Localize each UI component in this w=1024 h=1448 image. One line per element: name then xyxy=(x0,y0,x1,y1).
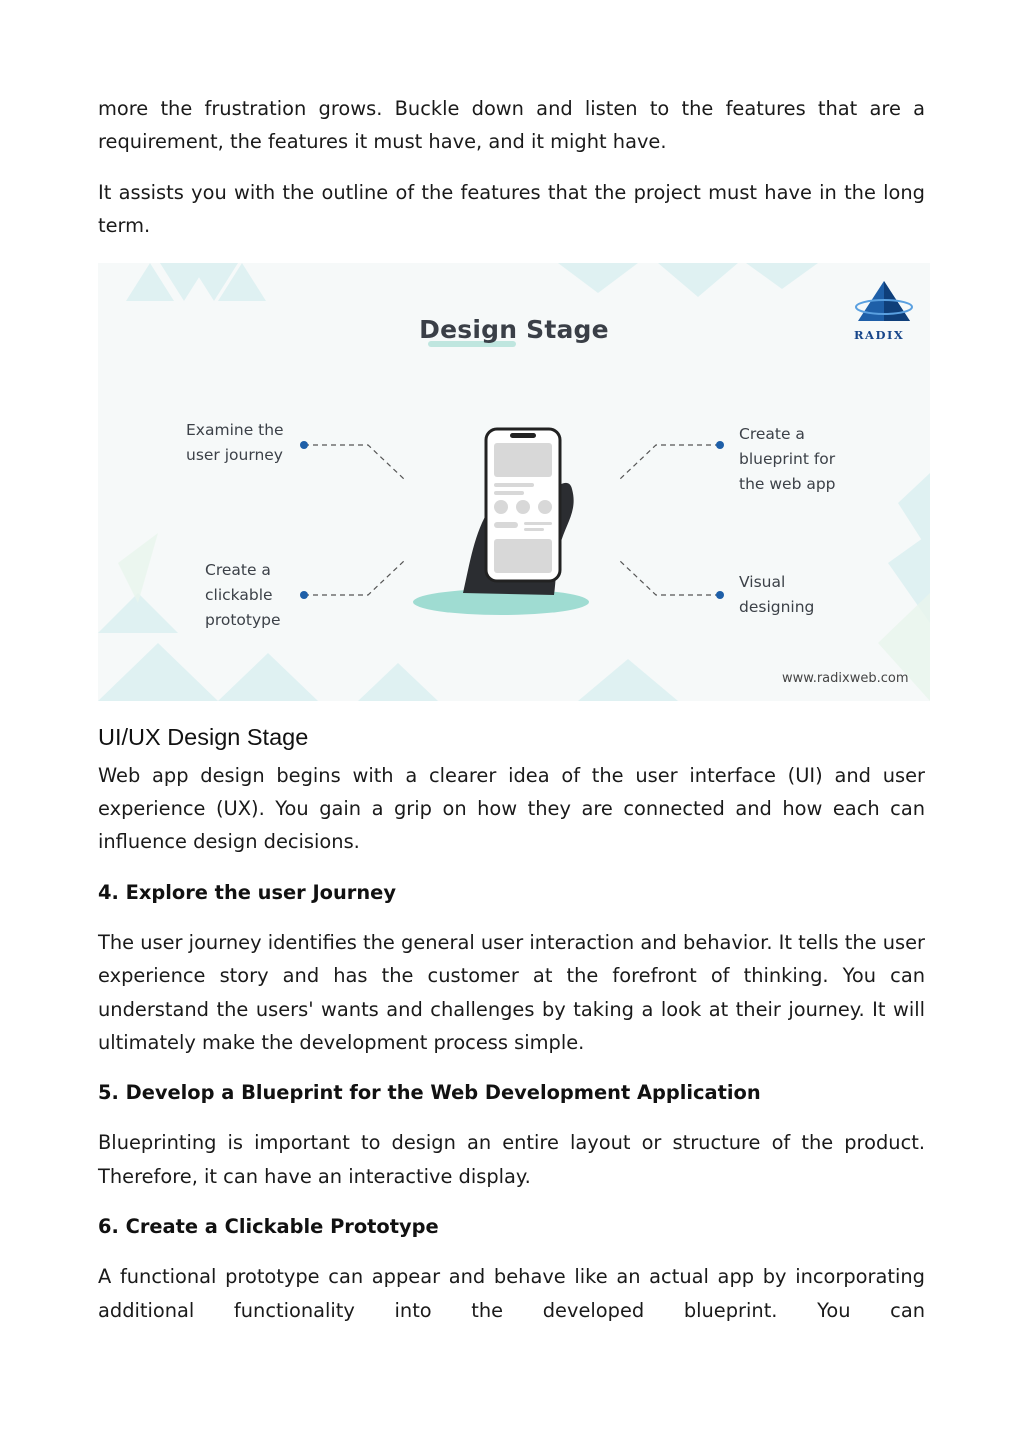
heading-clickable-prototype: 6. Create a Clickable Prototype xyxy=(98,1215,439,1239)
paragraph-intro-2: It assists you with the outline of the features that the project must have in the long term. xyxy=(98,180,925,238)
design-stage-infographic xyxy=(98,263,930,701)
paragraph-uiux: Web app design begins with a clearer idea of the user interface (UI) and user experience (UX). You gain a grip on how they are connected and how each can influence design decisions. xyxy=(98,763,925,854)
heading-uiux-design-stage: UI/UX Design Stage xyxy=(98,723,309,750)
paragraph-user-journey: The user journey identifies the general user interaction and behavior. It tells the user experience story and has the customer at the forefront of thinking. You can understand the users' wants and challenges by taking a look at their journey. It will ultimately make the development process simple. xyxy=(98,930,926,1055)
connector-dot xyxy=(300,441,308,449)
paragraph-prototype: A functional prototype can appear and behave like an actual app by incorporating additional functionality into the developed blueprint. You can xyxy=(98,1265,925,1322)
label-blueprint: Create a blueprint for the web app xyxy=(739,424,836,493)
paragraph-intro-1: more the frustration grows. Buckle down and listen to the features that are a requirement, the features it must have, and it might have. xyxy=(98,97,925,154)
document-page xyxy=(98,92,925,1327)
smartphone-icon xyxy=(486,429,560,581)
paragraph-blueprint: Blueprinting is important to design an entire layout or structure of the product. Therefore, it can have an interactive display. xyxy=(98,1131,925,1188)
connector-dot xyxy=(300,591,308,599)
heading-explore-user-journey: 4. Explore the user Journey xyxy=(98,880,396,904)
heading-develop-blueprint: 5. Develop a Blueprint for the Web Development Application xyxy=(98,1081,761,1105)
infographic-url: www.radixweb.com xyxy=(782,670,909,686)
connector-dot xyxy=(716,441,724,449)
label-visual-designing: Visual designing xyxy=(739,572,815,616)
connector-dot xyxy=(716,591,724,599)
label-examine-user-journey: Examine the user journey xyxy=(186,420,284,464)
radix-logo-text: RADIX xyxy=(854,327,905,342)
infographic-title: Design Stage xyxy=(419,314,609,344)
label-clickable-prototype: Create a clickable prototype xyxy=(205,560,281,629)
